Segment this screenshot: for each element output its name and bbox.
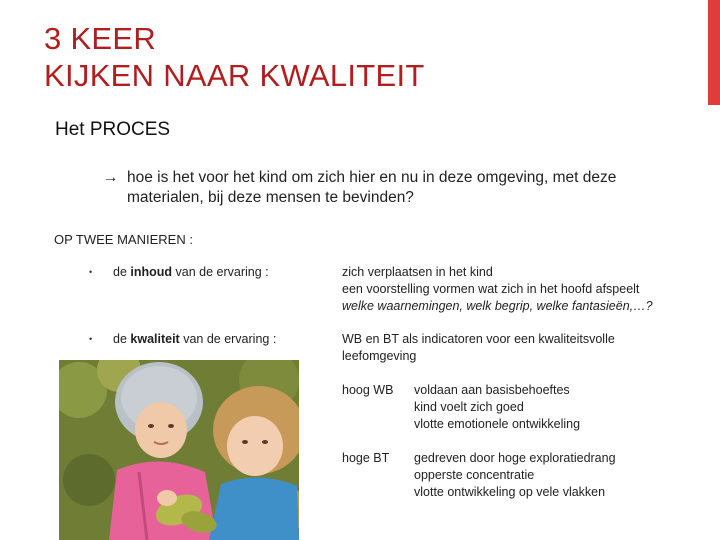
children-photo	[59, 360, 299, 540]
method-kwaliteit-description	[342, 331, 615, 365]
method-inhoud	[113, 264, 269, 281]
section-heading: Het PROCES	[55, 119, 171, 140]
indicator-wb-description	[414, 382, 580, 433]
bullet-icon: •	[89, 334, 93, 344]
slide-title	[44, 20, 425, 94]
description-line: leefomgeving	[342, 349, 417, 363]
title-line-1: 3 KEER	[44, 21, 157, 56]
method-suffix: van de ervaring :	[179, 332, 277, 346]
accent-bar	[708, 0, 720, 105]
description-line: een voorstelling vormen wat zich in het hoofd afspeelt	[342, 282, 640, 296]
children-photo-illustration	[59, 360, 299, 540]
method-kwaliteit	[113, 331, 276, 348]
indicator-term-wb: hoog WB	[342, 383, 394, 397]
method-suffix: van de ervaring :	[172, 265, 269, 279]
arrow-right-icon: →	[103, 169, 119, 186]
method-prefix: de	[113, 332, 131, 346]
indicator-bt-description	[414, 450, 616, 501]
indicator-line: vlotte emotionele ontwikkeling	[414, 417, 581, 431]
question-text: hoe is het voor het kind om zich hier en nu in deze omgeving, met deze materialen, bij deze mensen te bevinden?	[127, 169, 617, 206]
question-block	[103, 168, 663, 208]
description-line: zich verplaatsen in het kind	[342, 265, 493, 279]
indicator-line: gedreven door hoge exploratiedrang	[414, 451, 616, 465]
method-keyword: inhoud	[130, 265, 173, 279]
method-prefix: de	[113, 265, 131, 279]
description-line: WB en BT als indicatoren voor een kwaliteitsvolle	[342, 332, 615, 346]
indicator-line: vlotte ontwikkeling op vele vlakken	[414, 485, 606, 499]
methods-label: OP TWEE MANIEREN :	[54, 232, 193, 247]
indicator-line: kind voelt zich goed	[414, 400, 524, 414]
description-line-italic: welke waarnemingen, welk begrip, welke fantasieën,…?	[342, 299, 653, 313]
indicator-line: opperste concentratie	[414, 468, 535, 482]
method-keyword: kwaliteit	[130, 332, 180, 346]
indicator-line: voldaan aan basisbehoeftes	[414, 383, 570, 397]
method-inhoud-description	[342, 264, 653, 315]
bullet-icon: •	[89, 267, 93, 277]
indicator-term-bt: hoge BT	[342, 451, 390, 465]
title-line-2: KIJKEN NAAR KWALITEIT	[44, 58, 425, 93]
